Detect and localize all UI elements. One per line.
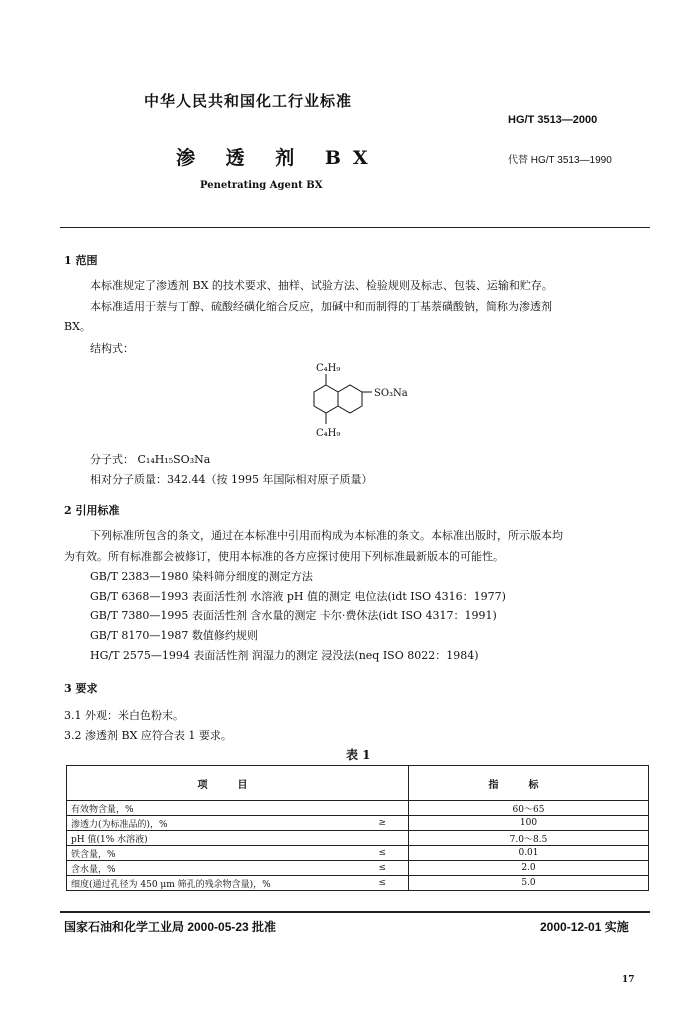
scope-paragraph-2b: BX。 [64, 320, 91, 333]
row-item: 有效物含量，% [67, 801, 357, 816]
approval-line: 国家石油和化学工业局 2000-05-23 批准 [64, 920, 277, 934]
substituent-top: C₄H₉ [316, 363, 341, 374]
row-item: 渗透力(为标准品的)，% [67, 816, 357, 831]
section-1-heading: 1 范围 [64, 254, 98, 267]
row-operator: ≥ [357, 816, 409, 831]
document-title: 渗 透 剂 BX [176, 147, 380, 169]
substituent-bottom: C₄H₉ [316, 428, 341, 439]
page-number: 17 [622, 975, 635, 985]
row-operator: ≤ [357, 846, 409, 861]
header-item: 项目 [67, 766, 409, 801]
scope-paragraph-2a: 本标准适用于萘与丁醇、硫酸经磺化缩合反应，加碱中和而制得的丁基萘磺酸钠，简称为渗透剂 [90, 300, 552, 313]
molecular-mass: 相对分子质量：342.44（按 1995 年国际相对原子质量） [90, 473, 373, 486]
structural-formula [296, 360, 426, 450]
row-operator: ≤ [357, 876, 409, 891]
table-row [67, 831, 649, 846]
naphthalene-ring-icon [314, 374, 372, 424]
requirement-appearance: 3.1 外观：米白色粉末。 [64, 709, 184, 722]
footer-divider [60, 911, 650, 913]
reference-intro-b: 为有效。所有标准都会被修订，使用本标准的各方应探讨使用下列标准最新版本的可能性。 [64, 550, 504, 563]
row-operator: ≤ [357, 861, 409, 876]
table-caption: 表 1 [346, 748, 371, 762]
english-title: Penetrating Agent BX [200, 180, 323, 191]
reference-intro-a: 下列标准所包含的条文，通过在本标准中引用而构成为本标准的条文。本标准出版时，所示版本均 [90, 529, 563, 542]
row-operator [357, 801, 409, 816]
table-row [67, 801, 649, 816]
row-value: 5.0 [409, 876, 649, 891]
row-item: 细度(通过孔径为 450 μm 筛孔的残余物含量)，% [67, 876, 357, 891]
molecular-formula: 分子式： C₁₄H₁₅SO₃Na [90, 453, 211, 466]
reference-item: HG/T 2575—1994 表面活性剂 润湿力的测定 浸没法(neq ISO 8022：1984) [90, 649, 479, 662]
issuing-org: 中华人民共和国化工行业标准 [144, 92, 353, 110]
implementation-date: 2000-12-01 实施 [540, 920, 629, 934]
reference-item: GB/T 2383—1980 染料筛分细度的测定方法 [90, 570, 313, 583]
row-value: 2.0 [409, 861, 649, 876]
structure-label: 结构式： [90, 342, 134, 355]
section-2-heading: 2 引用标准 [64, 504, 120, 517]
row-item: pH 值(1% 水溶液) [67, 831, 357, 846]
row-value: 7.0～8.5 [409, 831, 649, 846]
row-value: 0.01 [409, 846, 649, 861]
scope-paragraph-1: 本标准规定了渗透剂 BX 的技术要求、抽样、试验方法、检验规则及标志、包装、运输和贮存。 [90, 279, 553, 292]
table-header-row [67, 766, 649, 801]
row-item: 铁含量，% [67, 846, 357, 861]
reference-item: GB/T 8170—1987 数值修约规则 [90, 629, 258, 642]
row-value: 100 [409, 816, 649, 831]
standard-code: HG/T 3513—2000 [508, 114, 598, 126]
section-3-heading: 3 要求 [64, 682, 98, 695]
substituent-right: SO₃Na [374, 388, 408, 399]
header-divider [60, 227, 650, 228]
reference-item: GB/T 7380—1995 表面活性剂 含水量的测定 卡尔·费休法(idt ISO 4317：1991) [90, 609, 497, 622]
row-operator [357, 831, 409, 846]
replaces-code: 代替 HG/T 3513—1990 [508, 155, 612, 166]
requirements-table [66, 765, 649, 891]
header-index: 指标 [409, 766, 649, 801]
table-row [67, 876, 649, 891]
table-row [67, 816, 649, 831]
row-item: 含水量，% [67, 861, 357, 876]
table-row [67, 846, 649, 861]
table-row [67, 861, 649, 876]
reference-item: GB/T 6368—1993 表面活性剂 水溶液 pH 值的测定 电位法(idt ISO 4316：1977) [90, 590, 506, 603]
row-value: 60～65 [409, 801, 649, 816]
requirement-table-ref: 3.2 渗透剂 BX 应符合表 1 要求。 [64, 729, 232, 742]
